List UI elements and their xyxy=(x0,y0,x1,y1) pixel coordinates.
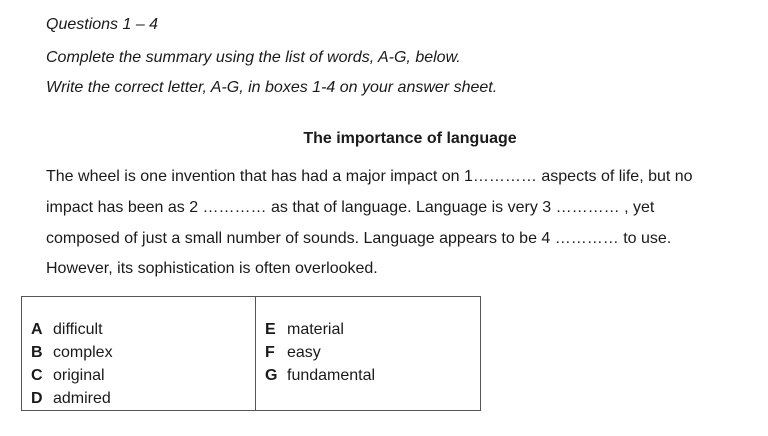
option-word: original xyxy=(53,367,105,384)
option-word: fundamental xyxy=(287,367,376,384)
word-list-left-column xyxy=(22,297,256,411)
option-letter: G xyxy=(265,367,278,384)
word-list-table xyxy=(21,296,481,411)
instruction-complete-summary: Complete the summary using the list of words, A-G, below. xyxy=(46,49,461,66)
option-word: difficult xyxy=(53,321,103,338)
option-word: easy xyxy=(287,344,321,361)
summary-title: The importance of language xyxy=(303,130,517,147)
word-option xyxy=(31,341,255,364)
word-option xyxy=(31,387,255,410)
option-word: complex xyxy=(53,344,113,361)
word-option xyxy=(265,318,480,341)
word-option xyxy=(31,318,255,341)
option-letter: A xyxy=(31,321,43,338)
word-option xyxy=(265,364,480,387)
instruction-write-letter: Write the correct letter, A-G, in boxes 1-4 on your answer sheet. xyxy=(46,79,498,96)
word-list-right-column xyxy=(256,297,481,411)
option-word: admired xyxy=(53,390,111,407)
option-letter: D xyxy=(31,390,43,407)
summary-line: impact has been as 2 ………… as that of language. Language is very 3 ………… , yet xyxy=(46,199,655,216)
word-option xyxy=(265,341,480,364)
option-word: material xyxy=(287,321,344,338)
option-letter: F xyxy=(265,344,275,361)
summary-line: However, its sophistication is often overlooked. xyxy=(46,260,378,277)
option-letter: C xyxy=(31,367,43,384)
questions-heading: Questions 1 – 4 xyxy=(46,16,159,33)
option-letter: E xyxy=(265,321,276,338)
summary-line: The wheel is one invention that has had a major impact on 1………… aspects of life, but no xyxy=(46,168,693,185)
option-letter: B xyxy=(31,344,43,361)
word-option xyxy=(31,364,255,387)
summary-line: composed of just a small number of sounds. Language appears to be 4 ………… to use. xyxy=(46,230,672,247)
